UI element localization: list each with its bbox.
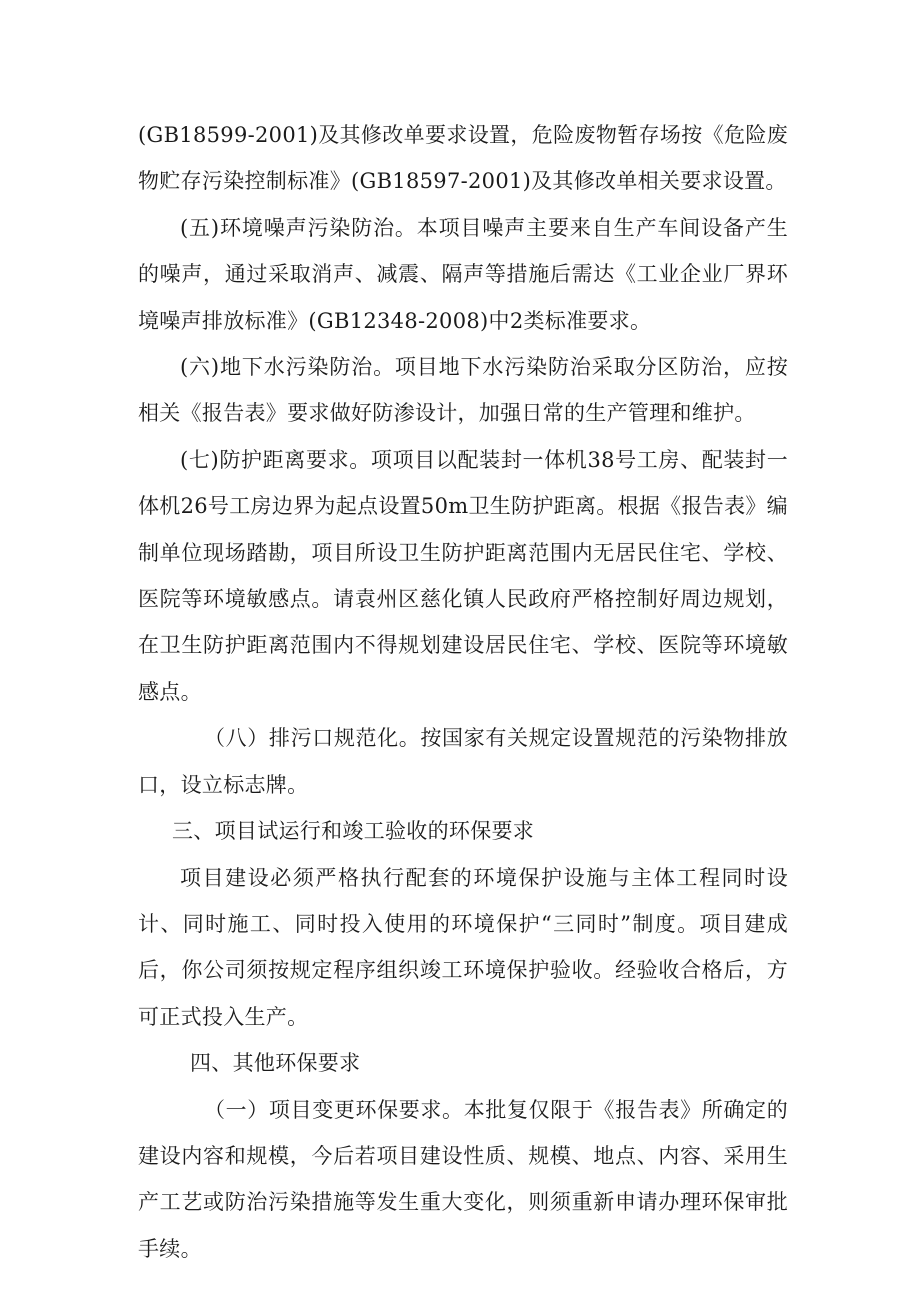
paragraph-outfall-standardization: （八）排污口规范化。按国家有关规定设置规范的污染物排放口，设立标志牌。 (138, 726, 788, 797)
section-heading-trial-acceptance: 三、项目试运行和竣工验收的环保要求 (172, 819, 535, 844)
paragraph-groundwater-control: (六)地下水污染防治。项目地下水污染防治采取分区防治，应按相关《报告表》要求做好防渗设计，加强日常的生产管理和维护。 (138, 355, 788, 426)
paragraph-project-change: （一）项目变更环保要求。本批复仅限于《报告表》所确定的建设内容和规模，今后若项目建设性质、规模、地点、内容、采用生产工艺或防治污染措施等发生重大变化，则须重新申请办理环保审批手续。 (138, 1097, 788, 1261)
paragraph-protection-distance: (七)防护距离要求。项项目以配装封一体机38号工房、配装封一体机26号工房边界为起点设置50m卫生防护距离。根据《报告表》编制单位现场踏勘，项目所设卫生防护距离范围内无居民住宅、学校、医院等环境敏感点。请袁州区慈化镇人民政府严格控制好周边规划，在卫生防护距离范围内不得规划建设居民住宅、学校、医院等环境敏感点。 (138, 447, 788, 704)
paragraph-solid-waste-standards: (GB18599-2001)及其修改单要求设置，危险废物暂存场按《危险废物贮存污染控制标准》(GB18597-2001)及其修改单相关要求设置。 (138, 123, 788, 194)
paragraph-three-simultaneous: 项目建设必须严格执行配套的环境保护设施与主体工程同时设计、同时施工、同时投入使用的环境保护“三同时”制度。项目建成后，你公司须按规定程序组织竣工环境保护验收。经验收合格后，方可正式投入生产。 (138, 865, 788, 1029)
section-heading-other-requirements: 四、其他环保要求 (190, 1051, 361, 1076)
document-body (138, 112, 788, 1272)
paragraph-noise-control: (五)环境噪声污染防治。本项目噪声主要来自生产车间设备产生的噪声，通过采取消声、减震、隔声等措施后需达《工业企业厂界环境噪声排放标准》(GB12348-2008)中2类标准要求。 (138, 215, 788, 333)
